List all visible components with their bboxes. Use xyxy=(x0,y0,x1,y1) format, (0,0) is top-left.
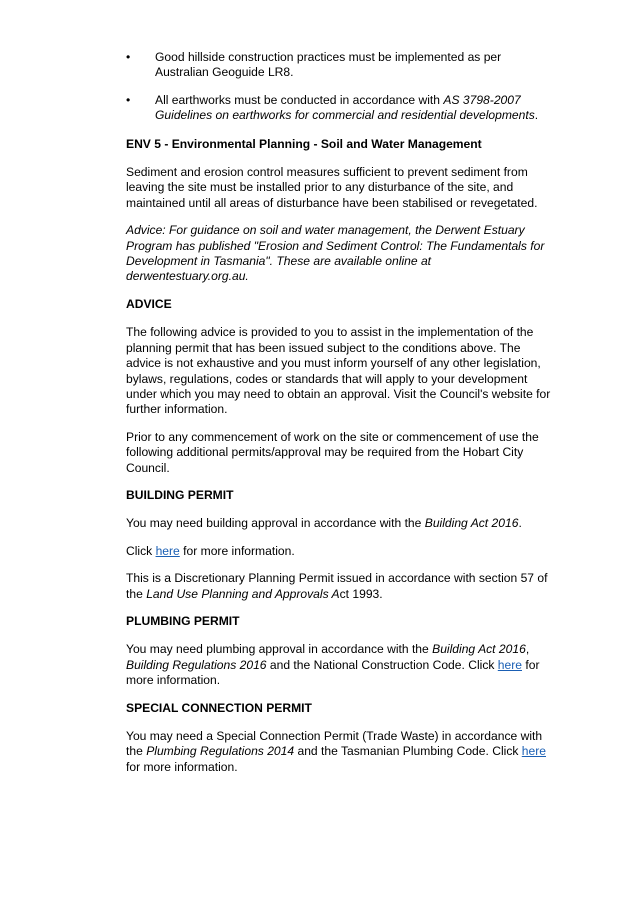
text-line: Advice: For guidance on soil and water management, the Derwent Estuary xyxy=(126,223,525,238)
text-line xyxy=(126,658,574,673)
text-line: leaving the site must be installed prior to any disturbance of the site, and xyxy=(126,180,514,195)
discretionary-permit-paragraph xyxy=(126,571,574,602)
text-line: The following advice is provided to you to assist in the implementation of the xyxy=(126,325,534,340)
page-content xyxy=(126,50,574,787)
plumbing-paragraph xyxy=(126,642,574,688)
text-line: planning permit that has been issued subject to the conditions above. The xyxy=(126,340,521,355)
text-line: under which you may need to obtain an approval. Visit the Council's website for xyxy=(126,386,551,401)
building-info-link[interactable]: here xyxy=(155,543,180,558)
text-line: bylaws, regulations, codes or standards that will apply to your development xyxy=(126,371,528,386)
text-line: This is a Discretionary Planning Permit issued in accordance with section 57 of xyxy=(126,571,548,586)
text: the xyxy=(126,586,147,601)
text-line: following additional permits/approval may be required from the Hobart City xyxy=(126,445,524,460)
bullet-text-line xyxy=(155,93,574,108)
text-line: You may need a Special Connection Permit (Trade Waste) in accordance with xyxy=(126,729,543,743)
text-line xyxy=(126,744,574,759)
special-connection-info-link[interactable]: here xyxy=(521,744,546,759)
text-line xyxy=(126,642,574,657)
text-line: Development in Tasmania". These are available online at xyxy=(126,254,432,269)
act-title: Building Act 2016 xyxy=(432,642,526,657)
regulation-title: Building Regulations 2016 xyxy=(126,657,267,672)
bullet-item-geoguide xyxy=(126,50,574,81)
building-click-paragraph xyxy=(126,544,574,559)
bullet-text-line xyxy=(155,108,574,123)
text: You may need building approval in accordance with the xyxy=(126,516,425,531)
permits-paragraph xyxy=(126,430,574,476)
bullet-text-line: Good hillside construction practices must be implemented as per xyxy=(155,50,502,64)
env5-heading: ENV 5 - Environmental Planning - Soil and Water Management xyxy=(126,136,482,151)
bullet-item-earthworks xyxy=(126,93,574,124)
plumbing-info-link[interactable]: here xyxy=(497,657,522,672)
text: ct 1993. xyxy=(339,586,383,601)
text: Click xyxy=(126,543,156,558)
text-line: Prior to any commencement of work on the site or commencement of use the xyxy=(126,429,539,444)
text-line: for more information. xyxy=(126,759,238,774)
text-line: Program has published "Erosion and Sediment Control: The Fundamentals for xyxy=(126,238,545,253)
text: , xyxy=(525,642,530,657)
bullet-text: . xyxy=(534,108,539,123)
text-line: further information. xyxy=(126,402,228,417)
bullet-text-line: Australian Geoguide LR8. xyxy=(155,65,294,80)
text-line: advice is not exhaustive and you must inform yourself of any other legislation, xyxy=(126,356,541,371)
plumbing-permit-heading: PLUMBING PERMIT xyxy=(126,613,240,628)
act-title: Land Use Planning and Approvals A xyxy=(146,586,340,601)
text: for more information. xyxy=(179,543,295,558)
building-approval-paragraph xyxy=(126,516,574,531)
env5-advice xyxy=(126,223,574,285)
special-connection-permit-heading: SPECIAL CONNECTION PERMIT xyxy=(126,700,312,715)
text-line: more information. xyxy=(126,673,221,688)
standard-reference: AS 3798-2007 xyxy=(443,92,521,107)
text-line: maintained until all areas of disturbance have been stabilised or revegetated. xyxy=(126,195,538,210)
text: the xyxy=(126,744,147,759)
text: for xyxy=(522,657,540,672)
text: and the National Construction Code. Click xyxy=(266,657,498,672)
text-line: Sediment and erosion control measures sufficient to prevent sediment from xyxy=(126,165,528,180)
text-line: derwentestuary.org.au. xyxy=(126,269,249,284)
text-line: Council. xyxy=(126,460,170,475)
building-permit-heading: BUILDING PERMIT xyxy=(126,487,234,502)
advice-paragraph xyxy=(126,325,574,417)
env5-paragraph xyxy=(126,165,574,211)
advice-heading: ADVICE xyxy=(126,296,172,311)
special-connection-paragraph xyxy=(126,729,574,775)
text: and the Tasmanian Plumbing Code. Click xyxy=(294,744,522,759)
bullet-text: All earthworks must be conducted in accordance with xyxy=(155,92,444,107)
text: You may need plumbing approval in accordance with the xyxy=(126,642,433,657)
act-title: Building Act 2016 xyxy=(424,516,519,531)
text: . xyxy=(518,516,522,531)
bullet-icon: • xyxy=(126,92,131,107)
standard-title: Guidelines on earthworks for commercial and residential developments xyxy=(155,108,535,123)
bullet-icon: • xyxy=(126,50,131,64)
regulation-title: Plumbing Regulations 2014 xyxy=(146,744,295,759)
text-line xyxy=(126,587,574,602)
